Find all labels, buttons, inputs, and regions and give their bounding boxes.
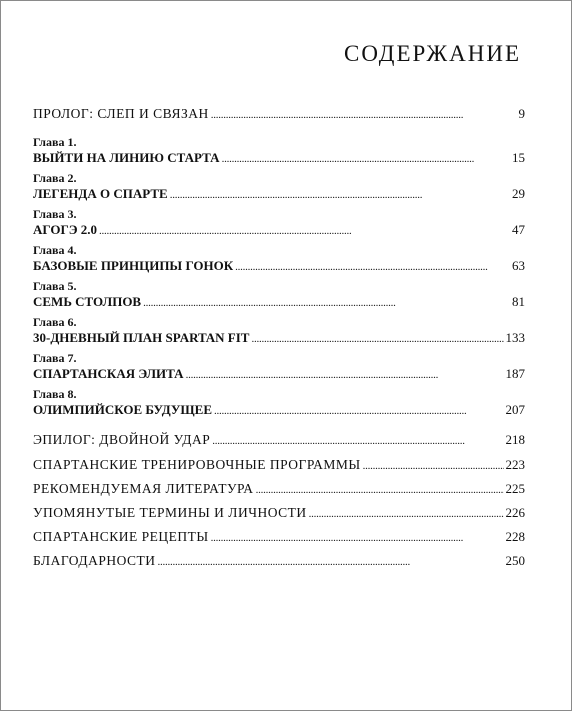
page-title: СОДЕРЖАНИЕ bbox=[343, 41, 521, 66]
chapter-label: Глава 1. bbox=[33, 135, 77, 149]
dot-leader bbox=[214, 403, 503, 420]
dot-leader bbox=[251, 331, 503, 348]
dot-leader bbox=[235, 259, 510, 276]
dot-leader bbox=[211, 530, 504, 547]
dot-leader bbox=[222, 151, 510, 168]
toc-entry-chapter-2[interactable] bbox=[33, 171, 525, 202]
toc-entry-chapter-4[interactable] bbox=[33, 243, 525, 274]
toc-entry-title: ОЛИМПИЙСКОЕ БУДУЩЕЕ bbox=[33, 402, 213, 417]
toc-entry-title: СПАРТАНСКИЕ ТРЕНИРОВОЧНЫЕ ПРОГРАММЫ bbox=[33, 457, 361, 472]
dot-leader bbox=[363, 458, 504, 475]
toc-entry-title: 30-ДНЕВНЫЙ ПЛАН SPARTAN FIT bbox=[33, 330, 250, 345]
chapter-label: Глава 8. bbox=[33, 387, 77, 401]
toc-page-number: 9 bbox=[518, 106, 525, 121]
toc-entry-epilogue[interactable] bbox=[33, 431, 525, 448]
toc-entry-chapter-3[interactable] bbox=[33, 207, 525, 238]
toc-entry-chapter-1[interactable] bbox=[33, 135, 525, 166]
toc-page-number: 187 bbox=[505, 366, 525, 381]
toc-page-number: 223 bbox=[505, 457, 525, 472]
toc-entry-prologue[interactable] bbox=[33, 105, 525, 122]
dot-leader bbox=[212, 433, 503, 450]
dot-leader bbox=[309, 506, 504, 523]
chapter-label: Глава 4. bbox=[33, 243, 77, 257]
toc-entry-chapter-8[interactable] bbox=[33, 387, 525, 418]
toc-entry-title: СПАРТАНСКИЕ РЕЦЕПТЫ bbox=[33, 529, 209, 544]
toc-entry-acknowledgements[interactable] bbox=[33, 552, 525, 569]
toc-page-number: 218 bbox=[505, 432, 525, 447]
dot-leader bbox=[99, 223, 510, 240]
toc-entry-title: УПОМЯНУТЫЕ ТЕРМИНЫ И ЛИЧНОСТИ bbox=[33, 505, 307, 520]
toc-page-number: 15 bbox=[512, 150, 525, 165]
toc-page-number: 250 bbox=[505, 553, 525, 568]
toc-page-number: 225 bbox=[505, 481, 525, 496]
toc-entry-recommended-reading[interactable] bbox=[33, 480, 525, 497]
chapter-label: Глава 2. bbox=[33, 171, 77, 185]
toc-entry-title: СЕМЬ СТОЛПОВ bbox=[33, 294, 142, 309]
toc-entry-chapter-5[interactable] bbox=[33, 279, 525, 310]
toc-entry-training-programs[interactable] bbox=[33, 456, 525, 473]
toc-entry-title: ЭПИЛОГ: ДВОЙНОЙ УДАР bbox=[33, 432, 211, 447]
chapter-label: Глава 7. bbox=[33, 351, 77, 365]
toc-page-number: 63 bbox=[512, 258, 525, 273]
toc-page-number: 81 bbox=[512, 294, 525, 309]
toc-entry-chapter-7[interactable] bbox=[33, 351, 525, 382]
toc-page-number: 228 bbox=[505, 529, 525, 544]
toc-entry-chapter-6[interactable] bbox=[33, 315, 525, 346]
toc-entry-terms-and-persons[interactable] bbox=[33, 504, 525, 521]
dot-leader bbox=[170, 187, 510, 204]
toc-entry-title: БЛАГОДАРНОСТИ bbox=[33, 553, 156, 568]
toc-entry-title: ЛЕГЕНДА О СПАРТЕ bbox=[33, 186, 168, 201]
toc-page-number: 29 bbox=[512, 186, 525, 201]
toc-page-number: 47 bbox=[512, 222, 525, 237]
chapter-label: Глава 5. bbox=[33, 279, 77, 293]
toc-page-number: 207 bbox=[505, 402, 525, 417]
chapter-label: Глава 6. bbox=[33, 315, 77, 329]
dot-leader bbox=[256, 482, 504, 499]
toc-entry-recipes[interactable] bbox=[33, 528, 525, 545]
toc-entry-title: ПРОЛОГ: СЛЕП И СВЯЗАН bbox=[33, 106, 209, 121]
dot-leader bbox=[158, 554, 504, 571]
dot-leader bbox=[186, 367, 504, 384]
dot-leader bbox=[211, 107, 517, 124]
chapter-label: Глава 3. bbox=[33, 207, 77, 221]
toc-entry-title: АГОГЭ 2.0 bbox=[33, 222, 98, 237]
toc-page-number: 133 bbox=[505, 330, 525, 345]
toc-entry-title: ВЫЙТИ НА ЛИНИЮ СТАРТА bbox=[33, 150, 220, 165]
dot-leader bbox=[143, 295, 510, 312]
toc-entry-title: БАЗОВЫЕ ПРИНЦИПЫ ГОНОК bbox=[33, 258, 234, 273]
toc-entry-title: РЕКОМЕНДУЕМАЯ ЛИТЕРАТУРА bbox=[33, 481, 254, 496]
toc-entry-title: СПАРТАНСКАЯ ЭЛИТА bbox=[33, 366, 184, 381]
toc-page-number: 226 bbox=[505, 505, 525, 520]
